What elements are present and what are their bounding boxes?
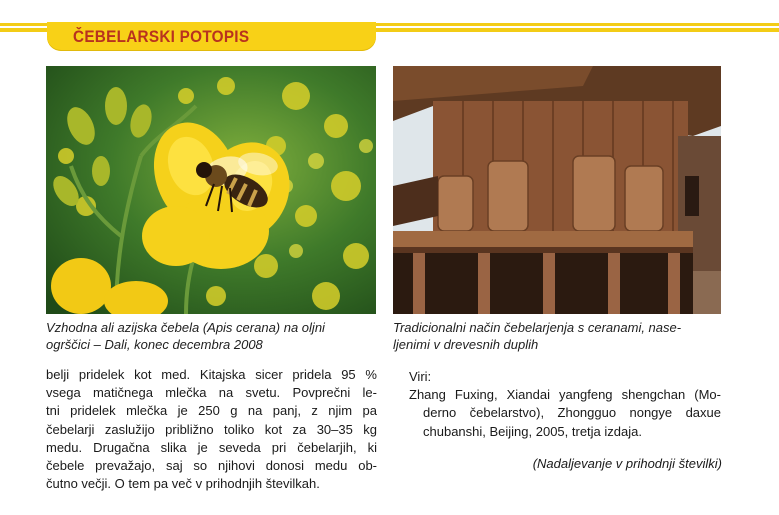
article-line: tni pridelek mlečka je 250 g na panj, z njim pa (46, 403, 377, 419)
bee-on-rapeseed-photo (46, 66, 376, 314)
figure-caption-left (46, 319, 376, 353)
article-line: čutno večji. O tem pa več v prihodnjih številkah. (46, 476, 320, 492)
continued-note: (Nadaljevanje v prihodnji številki) (532, 456, 722, 471)
source-line: Zhang Fuxing, Xiandai yangfeng shengchan (Mo- (409, 387, 721, 403)
article-line: čebelarji zaslužijo približno toliko kot za 30–35 kg (46, 421, 377, 437)
source-line: derno čebelarstvo), Zhongguo nongye daxue (423, 405, 721, 421)
article-line: belji pridelek kot med. Kitajska sicer pridela 95 % (46, 367, 377, 382)
article-line: medu. Drugačna slika je seveda pri čebelarjih, ki (46, 439, 377, 455)
log-hive-house-photo (393, 66, 721, 314)
sources-label: Viri: (409, 369, 432, 384)
caption-line: ljenimi v drevesnih duplih (393, 337, 539, 352)
caption-line: Vzhodna ali azijska čebela (Apis cerana) na oljni (46, 320, 325, 335)
figure-caption-right (393, 319, 723, 353)
article-line: čebele prevažajo, saj so njihovi donosi medu ob- (46, 458, 377, 474)
article-line: vsega matičnega mlečka na svetu. Povprečni le- (46, 385, 377, 401)
caption-line: Tradicionalni način čebelarjenja s ceranami, nase- (393, 320, 682, 335)
source-line: chubanshi, Beijing, 2005, tretja izdaja. (423, 423, 642, 439)
section-title: ČEBELARSKI POTOPIS (73, 27, 250, 46)
article-body (46, 366, 377, 493)
sources-block (409, 368, 721, 441)
caption-line: ogrščici – Dali, konec decembra 2008 (46, 337, 263, 352)
